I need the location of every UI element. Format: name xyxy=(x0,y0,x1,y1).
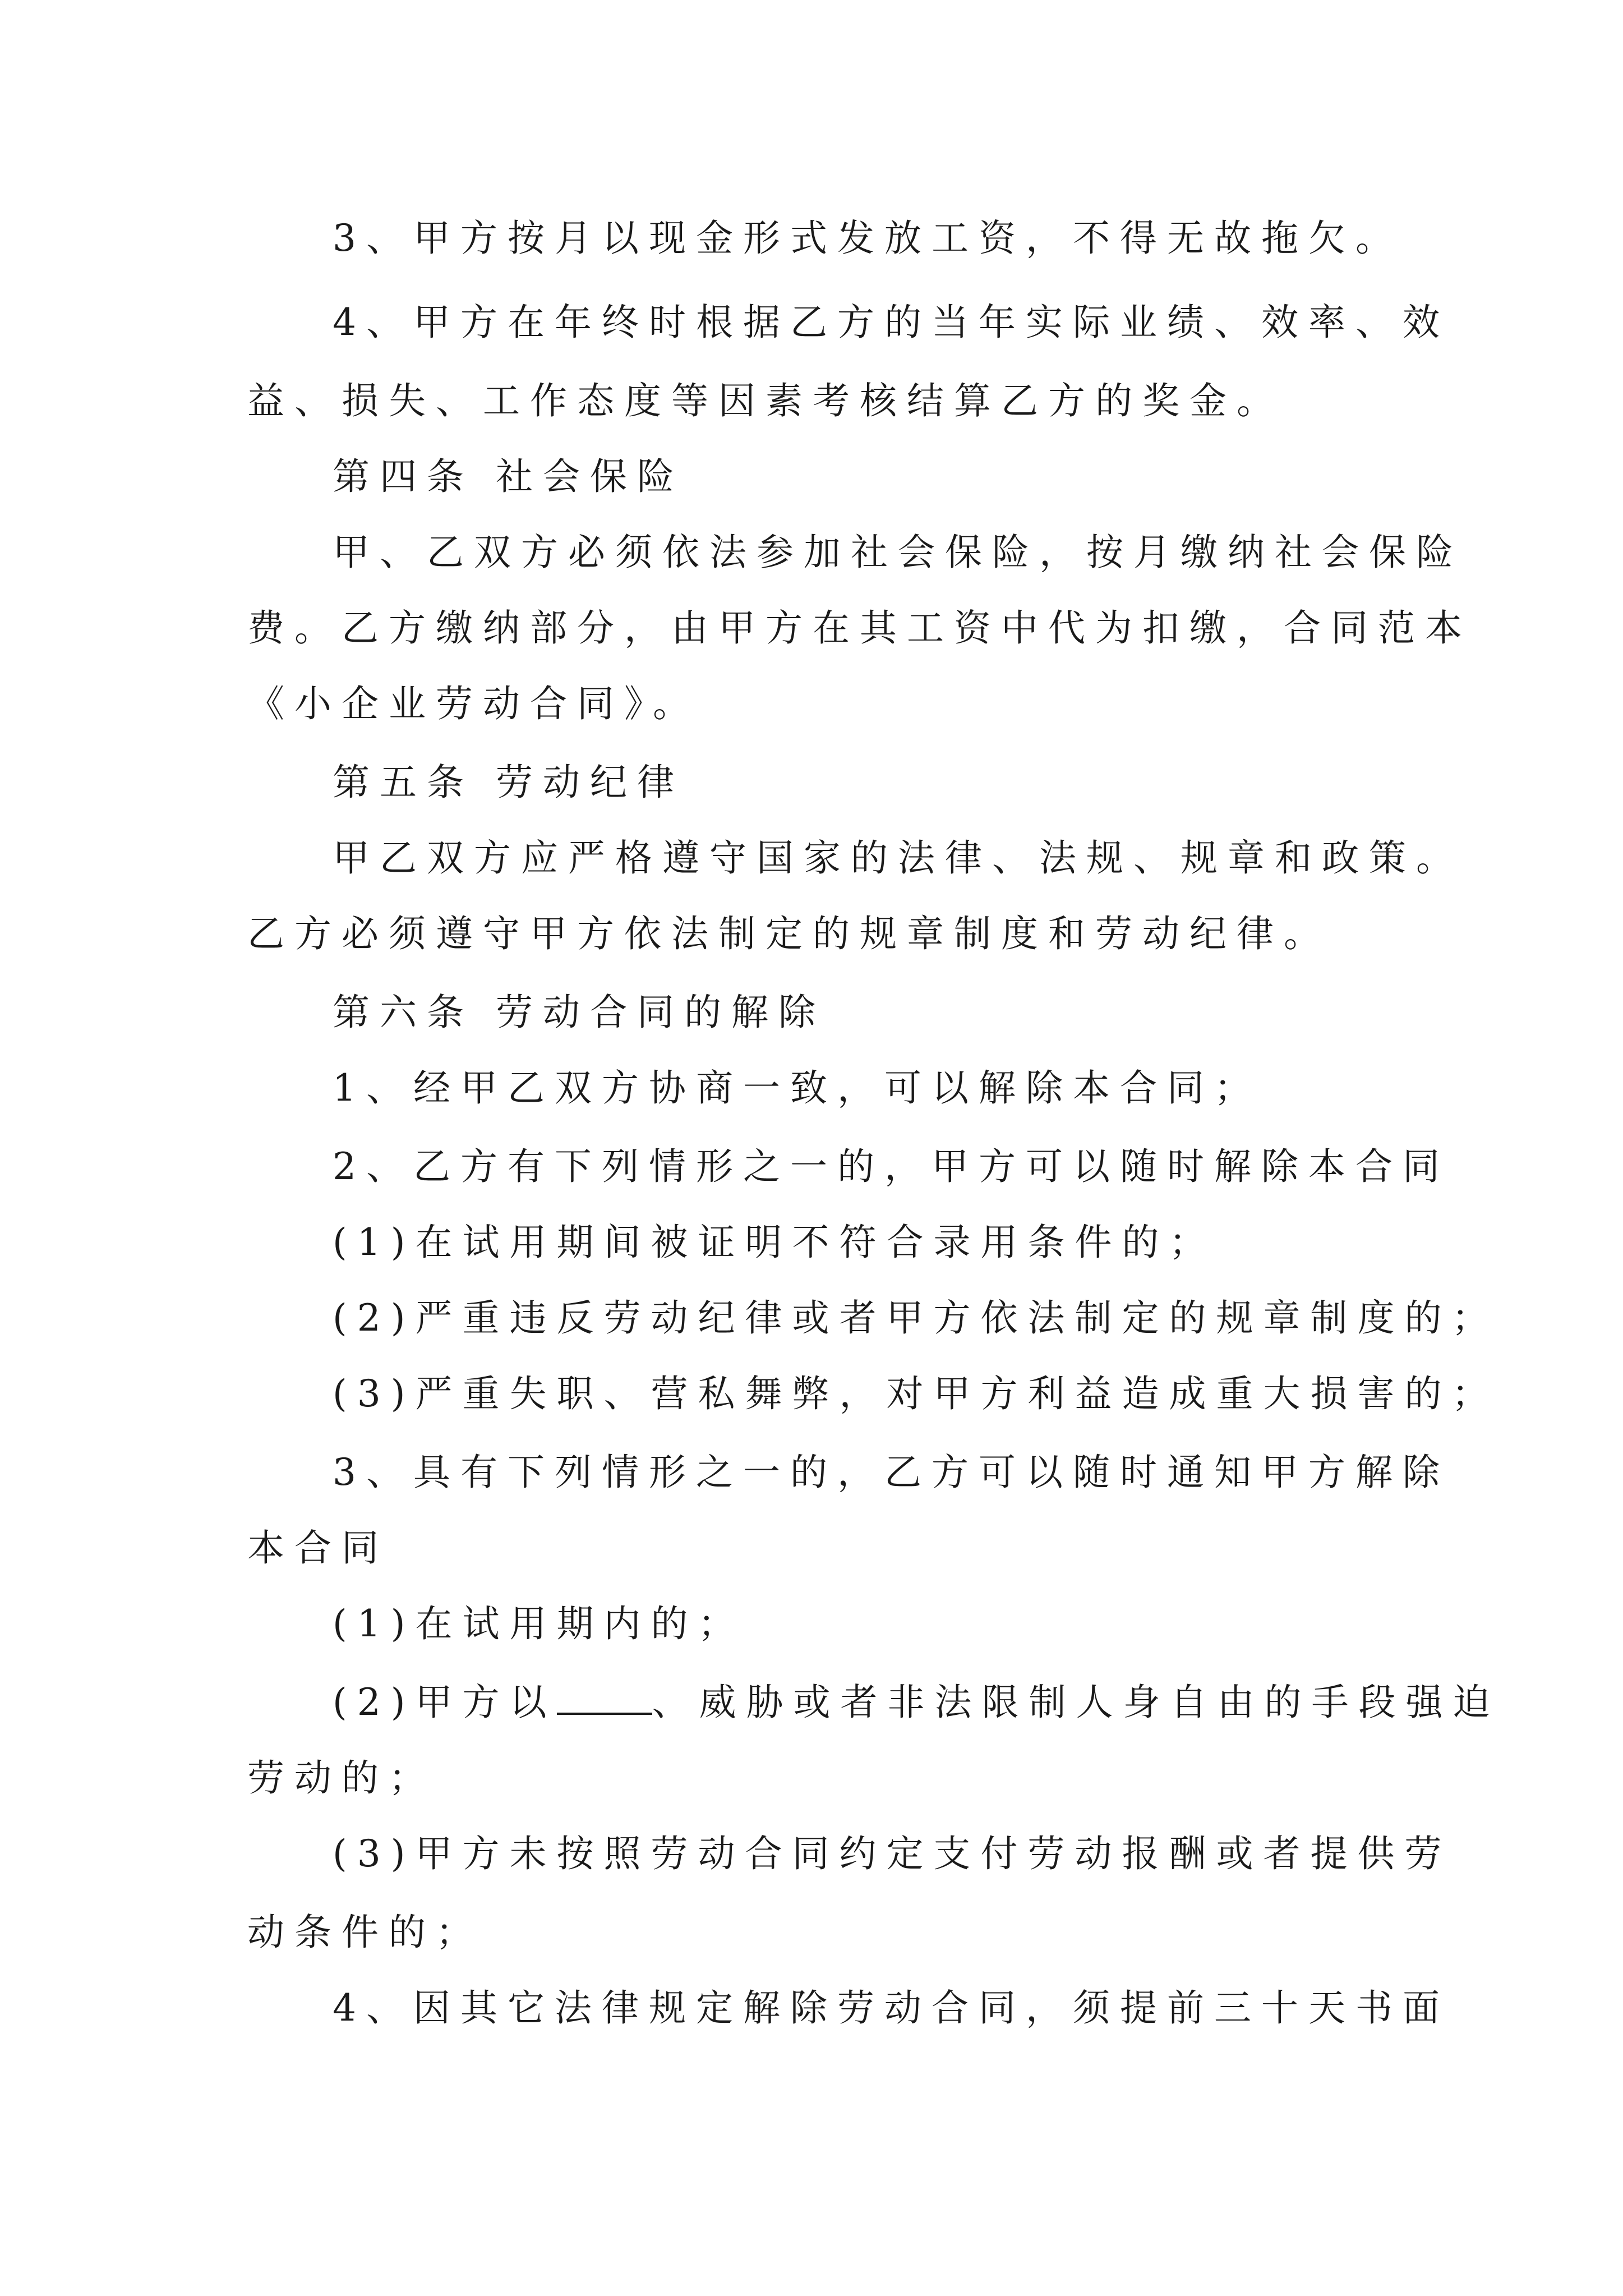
text-line: 3、具有下列情形之一的，乙方可以随时通知甲方解除 xyxy=(333,1451,1450,1494)
text-line: 1、经甲乙双方协商一致，可以解除本合同； xyxy=(333,1066,1261,1110)
text-segment: (2)甲方以 xyxy=(333,1681,557,1724)
text-line: 费。乙方缴纳部分，由甲方在其工资中代为扣缴，合同范本 xyxy=(247,606,1472,650)
text-line: 4、因其它法律规定解除劳动合同，须提前三十天书面 xyxy=(333,1986,1450,2030)
text-line: 益、损失、工作态度等因素考核结算乙方的奖金。 xyxy=(247,379,1284,422)
section-heading: 第四条 社会保险 xyxy=(333,455,684,498)
text-segment: 、威胁或者非法限制人身自由的手段强迫 xyxy=(652,1681,1500,1724)
text-line: 甲、乙双方必须依法参加社会保险，按月缴纳社会保险 xyxy=(333,531,1463,574)
text-line: (3)甲方未按照劳动合同约定支付劳动报酬或者提供劳 xyxy=(333,1832,1452,1875)
blank-underline xyxy=(557,1681,652,1715)
text-line: (1)在试用期内的； xyxy=(333,1602,745,1645)
text-line: 动条件的； xyxy=(247,1911,483,1954)
text-line: 2、乙方有下列情形之一的，甲方可以随时解除本合同 xyxy=(333,1145,1450,1188)
text-line: (2)严重违反劳动纪律或者甲方依法制定的规章制度的； xyxy=(333,1296,1499,1340)
text-line: 4、甲方在年终时根据乙方的当年实际业绩、效率、效 xyxy=(333,301,1450,344)
section-heading: 第六条 劳动合同的解除 xyxy=(333,991,826,1034)
text-line: 3、甲方按月以现金形式发放工资，不得无故拖欠。 xyxy=(333,217,1403,260)
text-line: (3)严重失职、营私舞弊，对甲方利益造成重大损害的； xyxy=(333,1372,1499,1415)
text-line: 《小企业劳动合同》。 xyxy=(247,682,700,725)
text-line xyxy=(333,1680,1500,1725)
text-line: 本合同 xyxy=(247,1526,389,1570)
text-line: 乙方必须遵守甲方依法制定的规章制度和劳动纪律。 xyxy=(247,912,1331,955)
text-line: 甲乙双方应严格遵守国家的法律、法规、规章和政策。 xyxy=(333,836,1463,880)
section-heading: 第五条 劳动纪律 xyxy=(333,761,684,804)
text-line: (1)在试用期间被证明不符合录用条件的； xyxy=(333,1221,1216,1264)
text-line: 劳动的； xyxy=(247,1756,436,1800)
